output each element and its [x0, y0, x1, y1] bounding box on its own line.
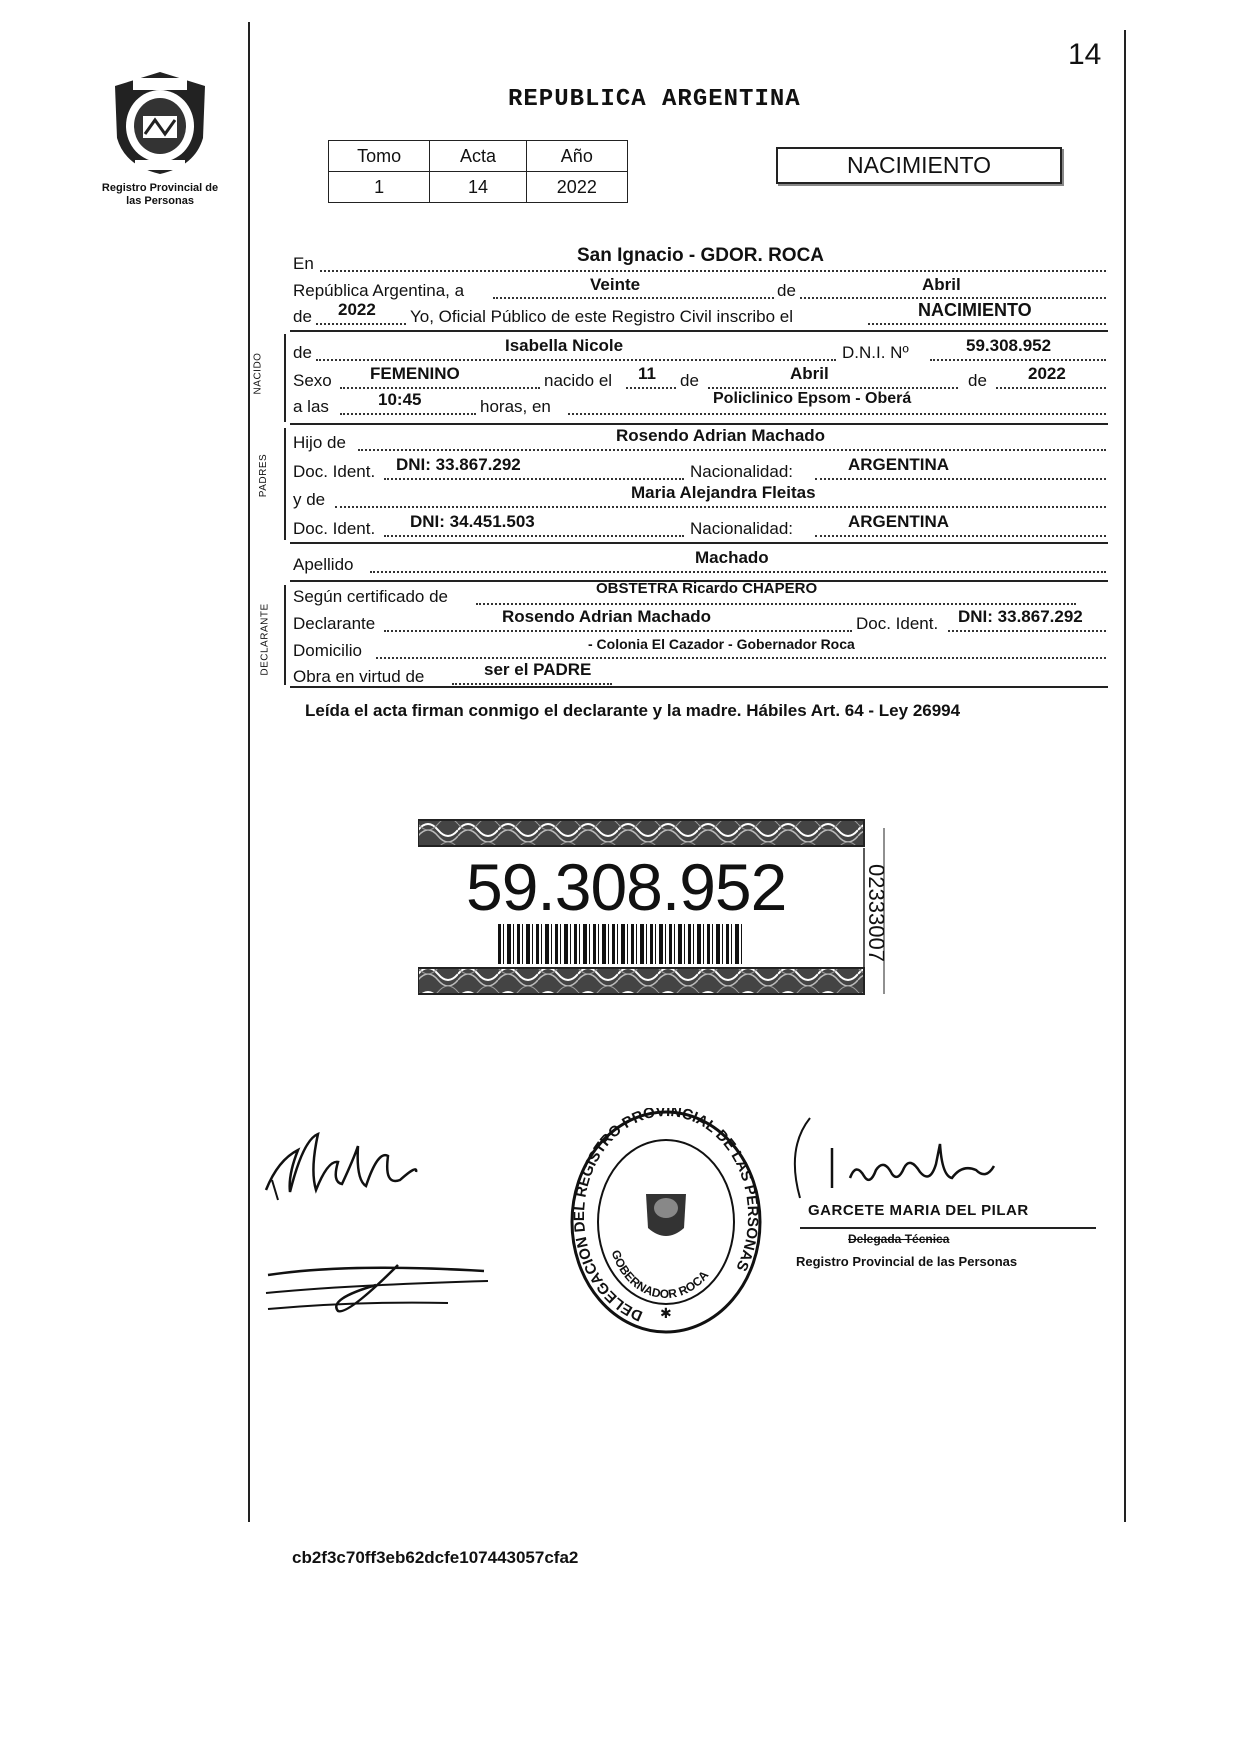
signature-madre [258, 1245, 498, 1325]
dots [320, 270, 1106, 272]
cert-label: Según certificado de [293, 587, 448, 606]
section-bar-declarante [284, 585, 286, 685]
dots [815, 478, 1106, 480]
province-seal-icon [105, 68, 215, 178]
registry-header: Año [526, 141, 627, 172]
inscribo-label: Yo, Oficial Público de este Registro Civil inscribo el [410, 307, 793, 326]
obra-value: ser el PADRE [484, 660, 592, 679]
dots [335, 506, 1106, 508]
mes-value: Abril [922, 275, 961, 294]
sexo-value: FEMENINO [370, 364, 460, 383]
declarante-nombre: Rosendo Adrian Machado [502, 607, 712, 626]
nacido-dia: 11 [638, 364, 656, 383]
rule-top [290, 330, 1108, 332]
nacido-hora: 10:45 [378, 390, 422, 409]
declarante-label: Declarante [293, 614, 376, 633]
dots [626, 387, 676, 389]
section-bar-nacido [284, 334, 286, 422]
rule-nacido [290, 423, 1108, 425]
signature-official [780, 1108, 1060, 1208]
document-type-box: NACIMIENTO [776, 147, 1062, 184]
nacido-nombre: Isabella Nicole [505, 336, 624, 355]
dots [948, 630, 1106, 632]
barcode-icon [498, 924, 743, 964]
dots [316, 359, 836, 361]
registry-logo [105, 68, 215, 178]
dots [340, 387, 540, 389]
section-bar-padres [284, 428, 286, 540]
de-label: de [777, 281, 796, 300]
de-label: de [968, 371, 987, 390]
page-number: 14 [1068, 38, 1102, 71]
declarante-doc: DNI: 33.867.292 [958, 607, 1083, 626]
dots [452, 683, 612, 685]
rule-padres [290, 542, 1108, 544]
handwritten-signature-icon [780, 1108, 1060, 1208]
official-rule [800, 1227, 1096, 1229]
dots [930, 359, 1106, 361]
yde-label: y de [293, 490, 326, 509]
anio-value: 2022 [338, 300, 376, 319]
doc-label: Doc. Ident. [293, 519, 376, 538]
stamp-inner-text: GOBERNADOR ROCA [608, 1248, 712, 1302]
acta-leyenda: Leída el acta firman conmigo el declarante y la madre. Hábiles Art. 64 - Ley 26994 [305, 701, 961, 720]
nacido-lugar: Policlinico Epsom - Oberá [713, 390, 912, 407]
domicilio-value: - Colonia El Cazador - Gobernador Roca [588, 636, 855, 652]
stamp-ring-text: DELEGACION DEL REGISTRO PROVINCIAL DE LAS PERSONAS [571, 1108, 762, 1325]
registry-header-row [329, 141, 628, 172]
nacionalidad-label: Nacionalidad: [690, 519, 794, 538]
padre-nacionalidad: ARGENTINA [848, 455, 950, 474]
dots [376, 657, 1106, 659]
nacido-dni: 59.308.952 [966, 336, 1052, 355]
dni-label: D.N.I. Nº [842, 343, 909, 362]
dots [476, 603, 1076, 605]
svg-text:✱: ✱ [660, 1305, 672, 1321]
handwritten-signature-icon [258, 1120, 438, 1220]
de-label: de [680, 371, 699, 390]
sticker-dni-number: 59.308.952 [466, 850, 787, 924]
madre-doc: DNI: 34.451.503 [410, 512, 535, 531]
de-label: de [293, 307, 312, 326]
nacionalidad-label: Nacionalidad: [690, 462, 794, 481]
dni-sticker [418, 818, 904, 1002]
official-name: GARCETE MARIA DEL PILAR [808, 1202, 1029, 1219]
madre-nombre: Maria Alejandra Fleitas [631, 483, 816, 502]
left-border-line [248, 22, 250, 1522]
document-hash: cb2f3c70ff3eb62dcfe107443057cfa2 [292, 1548, 579, 1567]
horas-label: horas, en [480, 397, 551, 416]
dots [358, 449, 1106, 451]
alas-label: a las [293, 397, 329, 416]
inscribo-value: NACIMIENTO [918, 300, 1032, 320]
registry-value: 2022 [526, 172, 627, 203]
sexo-label: Sexo [293, 371, 332, 390]
domicilio-label: Domicilio [293, 641, 362, 660]
dots [708, 387, 958, 389]
official-title: Delegada Técnica [848, 1232, 950, 1246]
dots [370, 571, 1106, 573]
dots [568, 413, 1106, 415]
page-title: REPUBLICA ARGENTINA [508, 86, 801, 113]
signature-declarante [258, 1120, 438, 1220]
dots [868, 323, 1106, 325]
handwritten-signature-icon [258, 1245, 498, 1325]
section-label-declarante: DECLARANTE [259, 603, 271, 676]
dia-value: Veinte [590, 275, 641, 294]
official-stamp [568, 1108, 764, 1336]
registry-header: Tomo [329, 141, 430, 172]
en-label: En [293, 254, 314, 273]
logo-caption: Registro Provincial de las Personas [101, 182, 219, 207]
dots [384, 630, 852, 632]
svg-text:GOBERNADOR ROCA [609, 1248, 712, 1301]
apellido-label: Apellido [293, 555, 354, 574]
obra-label: Obra en virtud de [293, 667, 425, 686]
dots [384, 535, 684, 537]
lugar-value: San Ignacio - GDOR. ROCA [577, 245, 825, 266]
right-border-line [1124, 30, 1126, 1522]
registry-value: 14 [430, 172, 526, 203]
registry-value: 1 [329, 172, 430, 203]
dots [493, 297, 1106, 299]
padre-doc: DNI: 33.867.292 [396, 455, 521, 474]
nacido-anio: 2022 [1028, 364, 1066, 383]
registry-table [328, 140, 628, 203]
stamp-seal-icon [568, 1108, 764, 1336]
padre-nombre: Rosendo Adrian Machado [616, 426, 826, 445]
doc-label: Doc. Ident. [293, 462, 376, 481]
dots [384, 478, 684, 480]
nacido-mes: Abril [790, 364, 829, 383]
dots [316, 323, 406, 325]
registry-header: Acta [430, 141, 526, 172]
hijo-label: Hijo de [293, 433, 346, 452]
rule-declarante [290, 686, 1108, 688]
madre-nacionalidad: ARGENTINA [848, 512, 950, 531]
dots [996, 387, 1106, 389]
section-label-nacido: NACIDO [252, 352, 264, 395]
nacido-el-label: nacido el [544, 371, 613, 390]
apellido-value: Machado [695, 548, 769, 567]
section-label-padres: PADRES [258, 453, 270, 498]
dots [815, 535, 1106, 537]
de-label: de [293, 343, 312, 362]
sticker-serial: 02333007 [864, 864, 889, 962]
republica-label: República Argentina, a [293, 281, 465, 300]
cert-value: OBSTETRA Ricardo CHAPERO [596, 580, 818, 597]
doc-label: Doc. Ident. [856, 614, 939, 633]
official-org: Registro Provincial de las Personas [796, 1254, 1018, 1269]
dots [340, 413, 476, 415]
registry-value-row [329, 172, 628, 203]
